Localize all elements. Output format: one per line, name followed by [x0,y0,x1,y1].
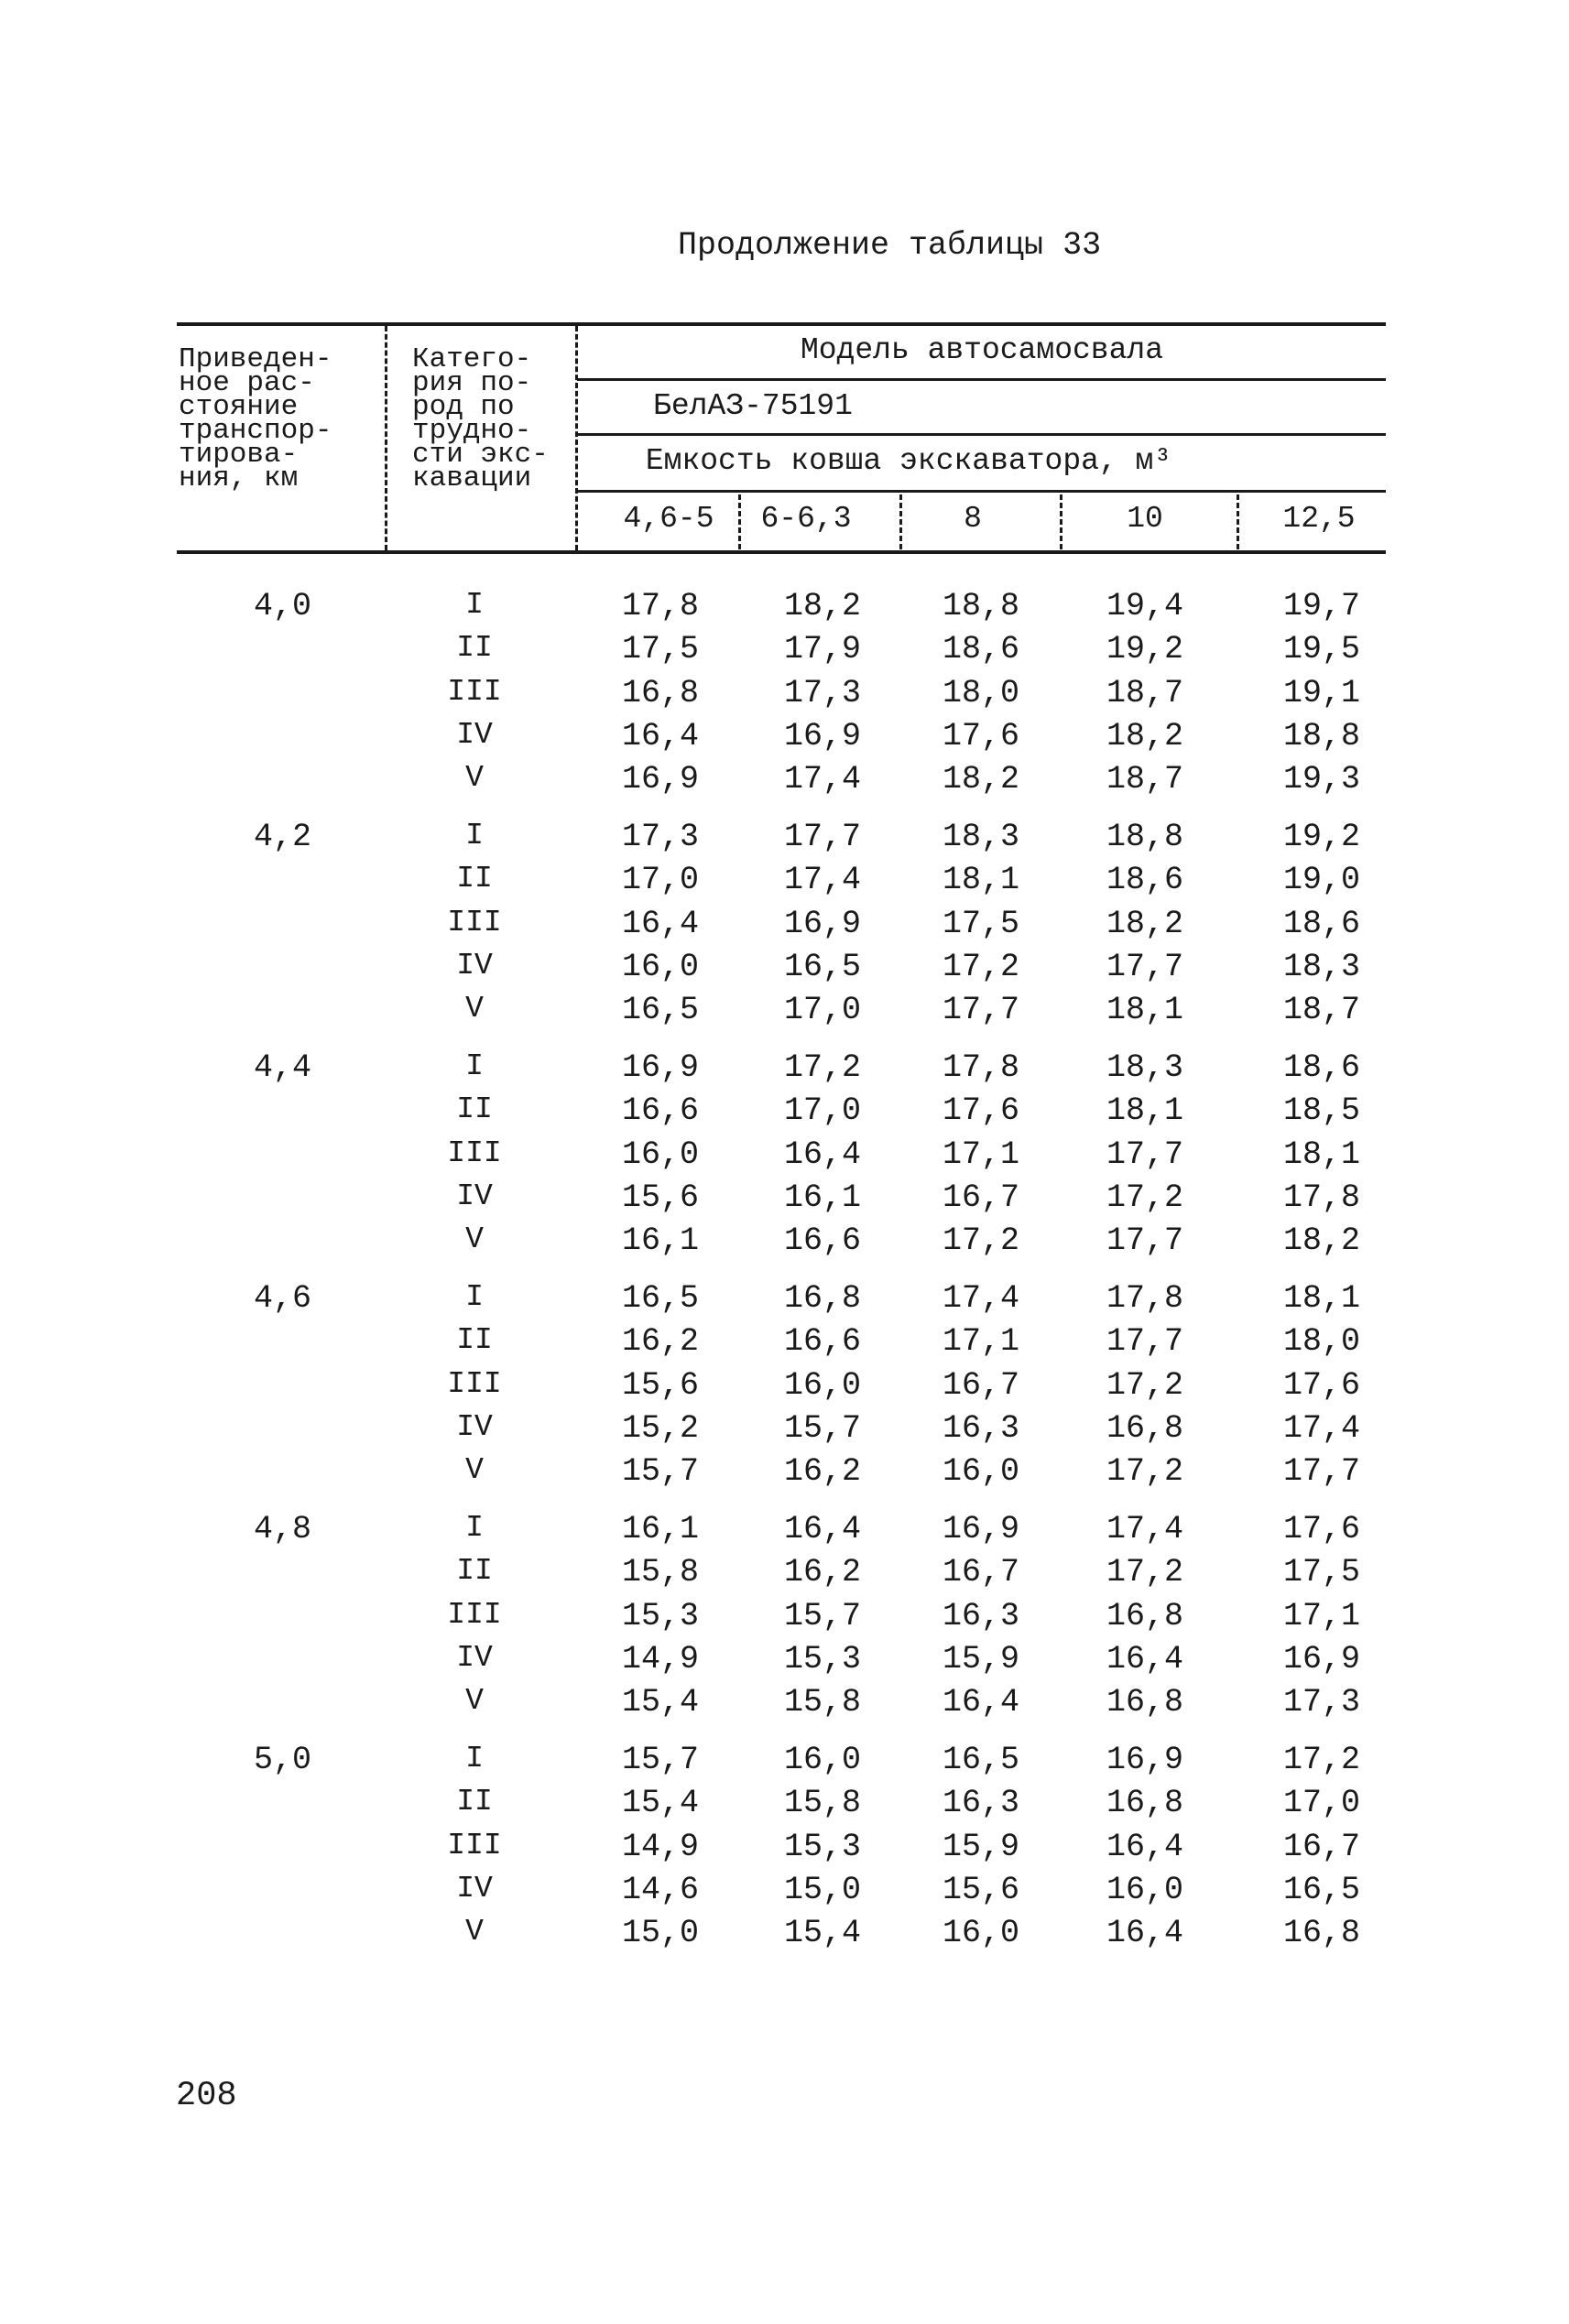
table-cell: 17,8 [621,588,699,624]
table-cell: 17,8 [942,1049,1019,1086]
distance-value: 4,4 [253,1049,311,1086]
table-cell: 15,7 [783,1597,861,1634]
table-cell: 15,3 [621,1597,699,1634]
header-model-name: БелАЗ-75191 [653,389,853,423]
table-cell: 15,3 [783,1828,861,1865]
table-cell: 15,8 [621,1554,699,1591]
category-value: I [465,1511,484,1545]
distance-value: 4,2 [253,819,311,855]
table-cell: 16,9 [942,1511,1019,1548]
table-cell: 16,0 [942,1453,1019,1491]
table-cell: 17,2 [1106,1453,1183,1491]
table-cell: 18,7 [1106,674,1183,711]
table-cell: 18,8 [942,588,1019,624]
table-cell: 18,1 [1282,1280,1360,1317]
table-cell: 18,8 [1282,717,1360,755]
table-cell: 16,7 [942,1366,1019,1404]
header-category: Катего- рия по- род по трудно- сти экс- кавации [412,343,549,494]
table-cell: 17,1 [942,1323,1019,1361]
table-cell: 18,6 [1106,862,1183,899]
category-value: V [465,1915,484,1949]
category-value: I [465,1049,484,1083]
header-capacity-label: Емкость ковша экскаватора, м³ [645,444,1172,478]
model-name-rule [577,433,1386,436]
capacity-rule [577,490,1386,493]
table-cell: 17,8 [1282,1178,1360,1216]
table-cell: 17,3 [621,819,699,855]
table-cell: 16,1 [621,1222,699,1260]
table-cell: 16,5 [621,1280,699,1317]
table-cell: 17,2 [942,1222,1019,1260]
table-cell: 17,4 [1282,1409,1360,1447]
category-value: I [465,819,484,852]
category-value: I [465,1280,484,1314]
table-cell: 16,8 [621,674,699,711]
divider-distance-category [385,326,387,550]
category-value: II [456,1554,493,1589]
table-cell: 14,9 [621,1640,699,1678]
category-value: III [447,905,502,939]
table-cell: 15,9 [942,1640,1019,1678]
header-bottom-rule [177,550,1386,554]
table-cell: 18,3 [942,819,1019,855]
table-cell: 18,1 [942,862,1019,899]
table-cell: 17,7 [1106,948,1183,985]
table-cell: 16,9 [1106,1742,1183,1778]
table-cell: 16,0 [783,1366,861,1404]
table-cell: 19,5 [1282,631,1360,668]
table-cell: 19,3 [1282,761,1360,798]
category-value: V [465,1453,484,1488]
table-cell: 16,6 [621,1092,699,1130]
table-cell: 17,3 [783,674,861,711]
table-cell: 17,7 [1106,1222,1183,1260]
table-cell: 17,1 [942,1135,1019,1173]
table-cell: 16,0 [942,1915,1019,1952]
category-value: II [456,1323,493,1358]
table-cell: 16,5 [621,992,699,1029]
table-cell: 18,3 [1282,948,1360,985]
header-model-label: Модель автосамосвала [800,333,1164,367]
table-cell: 18,1 [1106,1092,1183,1130]
table-cell: 18,3 [1106,1049,1183,1086]
table-cell: 15,7 [621,1742,699,1778]
category-value: I [465,588,484,622]
table-cell: 16,8 [1106,1409,1183,1447]
distance-value: 4,8 [253,1511,311,1548]
category-value: V [465,1684,484,1719]
table-cell: 17,2 [1106,1366,1183,1404]
table-cell: 16,9 [621,1049,699,1086]
table-cell: 15,8 [783,1785,861,1822]
table-cell: 17,7 [1106,1135,1183,1173]
table-cell: 16,7 [942,1554,1019,1591]
table-cell: 17,0 [783,1092,861,1130]
table-cell: 16,4 [1106,1915,1183,1952]
divider-cap-4 [1237,494,1239,549]
category-value: III [447,1597,502,1632]
table-cell: 16,4 [621,717,699,755]
table-cell: 17,0 [783,992,861,1029]
table-cell: 16,9 [621,761,699,798]
table-cell: 16,4 [783,1511,861,1548]
table-cell: 16,4 [783,1135,861,1173]
table-cell: 16,6 [783,1222,861,1260]
table-cell: 16,8 [783,1280,861,1317]
category-value: V [465,992,484,1026]
table-cell: 16,9 [1282,1640,1360,1678]
category-value: II [456,631,493,666]
table-cell: 17,9 [783,631,861,668]
distance-value: 5,0 [253,1742,311,1778]
divider-category-data [575,326,578,550]
table-cell: 17,4 [783,862,861,899]
table-cell: 15,0 [783,1871,861,1908]
table-cell: 17,0 [621,862,699,899]
table-cell: 18,2 [1106,717,1183,755]
table-cell: 18,2 [783,588,861,624]
table-cell: 17,2 [942,948,1019,985]
category-value: IV [456,1640,493,1675]
table-cell: 17,8 [1106,1280,1183,1317]
table-cell: 17,2 [1106,1554,1183,1591]
table-cell: 19,1 [1282,674,1360,711]
table-cell: 18,0 [942,674,1019,711]
table-cell: 17,6 [1282,1366,1360,1404]
table-cell: 16,8 [1282,1915,1360,1952]
table-cell: 17,7 [1282,1453,1360,1491]
table-cell: 14,9 [621,1828,699,1865]
table-cell: 19,7 [1282,588,1360,624]
table-caption: Продолжение таблицы 33 [678,227,1102,264]
table-cell: 17,7 [942,992,1019,1029]
table-cell: 16,8 [1106,1684,1183,1721]
table-cell: 16,0 [621,948,699,985]
table-cell: 15,7 [621,1453,699,1491]
table-cell: 18,7 [1282,992,1360,1029]
distance-value: 4,0 [253,588,311,624]
table-cell: 16,2 [783,1453,861,1491]
table-cell: 19,4 [1106,588,1183,624]
table-cell: 16,8 [1106,1785,1183,1822]
table-cell: 17,1 [1282,1597,1360,1634]
table-cell: 18,2 [1106,905,1183,942]
header-distance: Приведен- ное рас- стояние транспор- тирова- ния, км [179,343,332,494]
table-cell: 15,6 [942,1871,1019,1908]
table-cell: 16,7 [942,1178,1019,1216]
category-value: III [447,1366,502,1401]
table-cell: 17,5 [1282,1554,1360,1591]
table-cell: 15,2 [621,1409,699,1447]
table-cell: 17,6 [942,1092,1019,1130]
table-cell: 16,2 [621,1323,699,1361]
category-value: V [465,761,484,796]
category-value: III [447,1828,502,1862]
category-value: I [465,1742,484,1776]
category-value: V [465,1222,484,1257]
table-cell: 15,7 [783,1409,861,1447]
table-cell: 15,8 [783,1684,861,1721]
table-cell: 16,2 [783,1554,861,1591]
table-cell: 18,2 [942,761,1019,798]
table-cell: 18,2 [1282,1222,1360,1260]
table-cell: 18,6 [942,631,1019,668]
divider-cap-3 [1060,494,1062,549]
table-cell: 18,5 [1282,1092,1360,1130]
table-cell: 18,6 [1282,905,1360,942]
capacity-header-cell: 6-6,3 [760,502,852,536]
category-value: IV [456,948,493,983]
capacity-header-cell: 8 [964,502,982,536]
table-cell: 17,5 [942,905,1019,942]
table-cell: 15,0 [621,1915,699,1952]
category-value: II [456,1092,493,1127]
table-cell: 15,6 [621,1178,699,1216]
table-cell: 16,1 [783,1178,861,1216]
table-cell: 16,4 [621,905,699,942]
distance-value: 4,6 [253,1280,311,1317]
table-cell: 17,4 [783,761,861,798]
table-cell: 17,4 [942,1280,1019,1317]
table-cell: 17,4 [1106,1511,1183,1548]
category-value: III [447,1135,502,1170]
table-cell: 18,7 [1106,761,1183,798]
table-cell: 19,2 [1106,631,1183,668]
table-cell: 18,1 [1282,1135,1360,1173]
table-cell: 16,4 [942,1684,1019,1721]
table-cell: 15,4 [621,1684,699,1721]
table-cell: 16,3 [942,1597,1019,1634]
table-cell: 15,4 [783,1915,861,1952]
table-cell: 14,6 [621,1871,699,1908]
table-cell: 16,7 [1282,1828,1360,1865]
category-value: III [447,674,502,709]
table-cell: 16,9 [783,905,861,942]
table-cell: 16,4 [1106,1640,1183,1678]
table-cell: 18,1 [1106,992,1183,1029]
table-cell: 16,0 [621,1135,699,1173]
table-cell: 17,6 [1282,1511,1360,1548]
category-value: IV [456,1871,493,1906]
category-value: IV [456,1178,493,1213]
table-cell: 17,7 [783,819,861,855]
table-cell: 17,2 [1282,1742,1360,1778]
table-cell: 16,9 [783,717,861,755]
table-cell: 18,0 [1282,1323,1360,1361]
table-cell: 15,6 [621,1366,699,1404]
table-cell: 16,6 [783,1323,861,1361]
table-top-rule [177,322,1386,326]
capacity-header-cell: 4,6-5 [623,502,714,536]
table-cell: 15,3 [783,1640,861,1678]
table-cell: 16,5 [783,948,861,985]
table-cell: 16,3 [942,1785,1019,1822]
category-value: IV [456,1409,493,1444]
table-cell: 16,8 [1106,1597,1183,1634]
capacity-header-cell: 10 [1127,502,1163,536]
table-cell: 16,5 [942,1742,1019,1778]
table-cell: 16,4 [1106,1828,1183,1865]
category-value: II [456,1785,493,1819]
table-cell: 16,0 [783,1742,861,1778]
table-cell: 16,0 [1106,1871,1183,1908]
table-cell: 17,2 [783,1049,861,1086]
category-value: II [456,862,493,896]
table-cell: 18,8 [1106,819,1183,855]
category-value: IV [456,717,493,752]
table-cell: 17,6 [942,717,1019,755]
table-cell: 15,9 [942,1828,1019,1865]
page-number: 208 [176,2077,237,2115]
table-cell: 15,4 [621,1785,699,1822]
model-rule [577,378,1386,381]
table-cell: 17,2 [1106,1178,1183,1216]
table-cell: 19,0 [1282,862,1360,899]
table-cell: 18,6 [1282,1049,1360,1086]
table-cell: 17,0 [1282,1785,1360,1822]
table-cell: 19,2 [1282,819,1360,855]
table-cell: 17,3 [1282,1684,1360,1721]
table-cell: 17,5 [621,631,699,668]
table-cell: 17,7 [1106,1323,1183,1361]
capacity-header-cell: 12,5 [1282,502,1356,536]
table-cell: 16,3 [942,1409,1019,1447]
table-cell: 16,5 [1282,1871,1360,1908]
table-cell: 16,1 [621,1511,699,1548]
